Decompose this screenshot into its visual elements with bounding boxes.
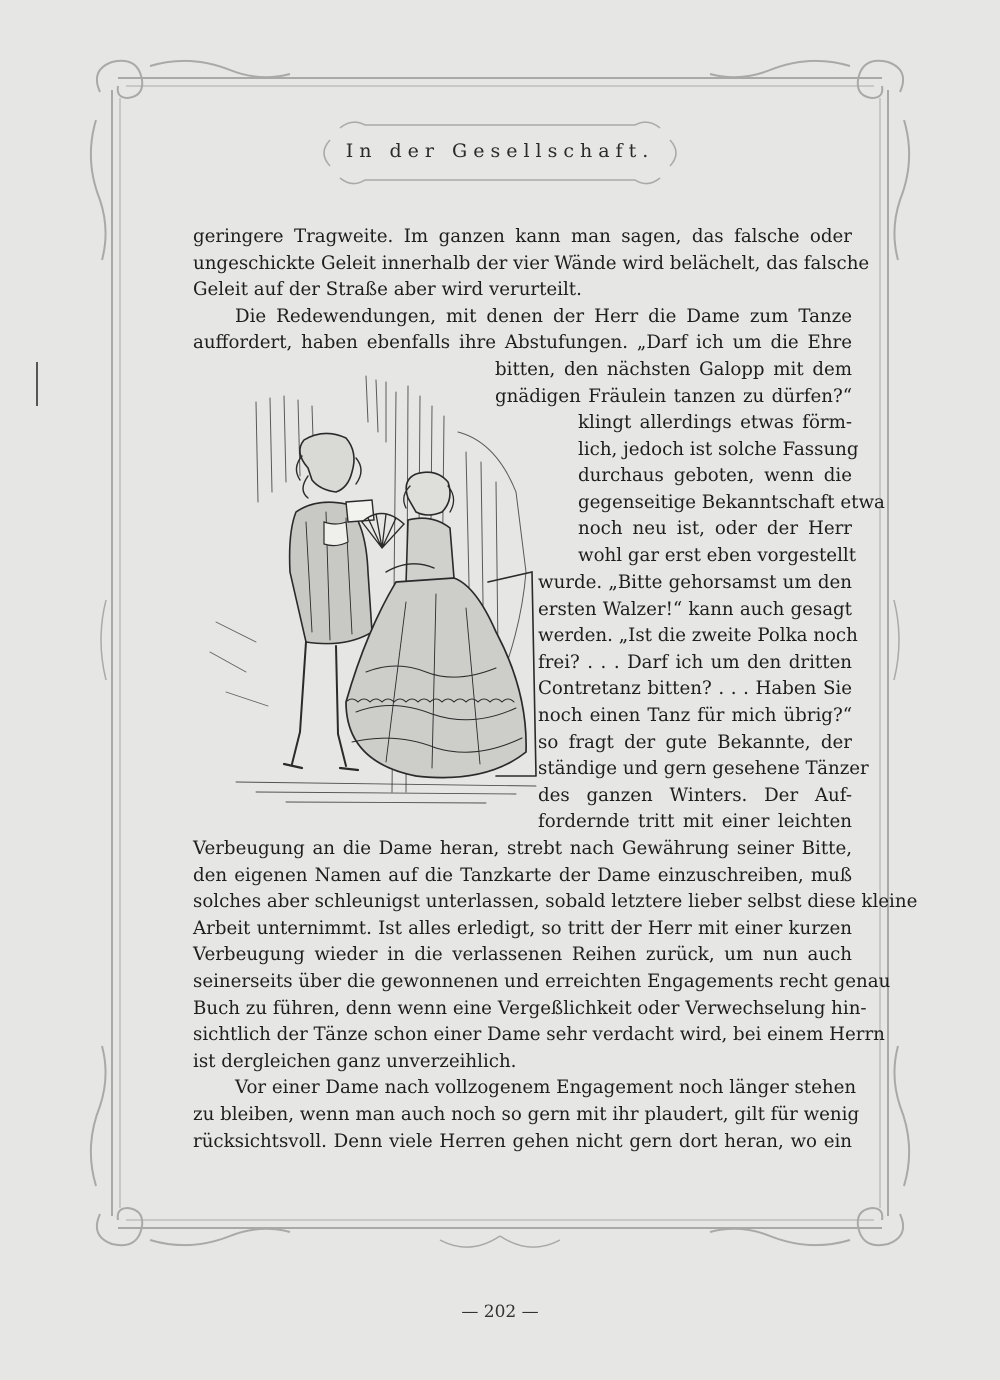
text-line: Die Redewendungen, mit denen der Herr die Dame zum Tanze: [235, 305, 852, 327]
text-line: seinerseits über die gewonnenen und erreichten Engagements recht genau: [193, 970, 891, 992]
text-line: bitten, den nächsten Galopp mit dem: [495, 359, 852, 380]
text-line: solches aber schleunigst unterlassen, sobald letztere lieber selbst diese kleine: [193, 891, 918, 913]
text-line: fordernde tritt mit einer leichten: [538, 811, 852, 833]
text-line: ungeschickte Geleit innerhalb der vier Wände wird belächelt, das falsche: [193, 252, 870, 274]
text-line: wurde. „Bitte gehorsamst um den: [538, 572, 852, 593]
engraving-couple-with-fan-icon: [196, 372, 546, 817]
text-line: Arbeit unternimmt. Ist alles erledigt, so tritt der Herr mit einer kurzen: [193, 917, 852, 939]
text-line: den eigenen Namen auf die Tanzkarte der Dame einzuschreiben, muß: [193, 864, 852, 886]
text-line: ist dergleichen ganz unverzeihlich.: [193, 1050, 517, 1072]
text-line: auffordert, haben ebenfalls ihre Abstufungen. „Darf ich um die Ehre: [193, 332, 852, 354]
text-block-beside-illustration-b: [578, 410, 885, 570]
text-line: ständige und gern gesehene Tänzer: [538, 758, 869, 780]
text-line: klingt allerdings etwas förm-: [578, 412, 852, 433]
text-line: ersten Walzer!“ kann auch gesagt: [538, 598, 852, 620]
running-head: In der Gesellschaft.: [345, 140, 655, 162]
text-line: Verbeugung wieder in die verlassenen Reihen zurück, um nun auch: [193, 944, 852, 966]
text-block-beside-illustration-c: [538, 570, 869, 836]
text-block-top: [193, 224, 870, 357]
text-line: Vor einer Dame nach vollzogenem Engagement noch länger stehen: [235, 1077, 857, 1099]
text-line: Contretanz bitten? . . . Haben Sie: [538, 678, 852, 700]
text-line: wohl gar erst eben vorgestellt: [578, 544, 857, 566]
text-line: noch neu ist, oder der Herr: [578, 518, 852, 540]
page-number: — 202 —: [461, 1302, 539, 1322]
text-line: lich, jedoch ist solche Fassung: [578, 438, 859, 460]
text-line: werden. „Ist die zweite Polka noch: [538, 625, 858, 647]
text-line: so fragt der gute Bekannte, der: [538, 731, 852, 753]
text-block-bottom: [193, 836, 918, 1155]
text-line: Buch zu führen, denn wenn eine Vergeßlichkeit oder Verwechselung hin-: [193, 997, 867, 1019]
text-line: frei? . . . Darf ich um den dritten: [538, 651, 852, 673]
text-line: gegenseitige Bekanntschaft etwa: [578, 491, 885, 513]
text-line: Geleit auf der Straße aber wird verurteilt.: [193, 279, 582, 301]
text-line: gnädigen Fräulein tanzen zu dürfen?“: [495, 385, 852, 407]
text-line: des ganzen Winters. Der Auf-: [538, 784, 852, 806]
margin-mark: [36, 362, 38, 406]
text-line: zu bleiben, wenn man auch noch so gern mit ihr plaudert, gilt für wenig: [193, 1103, 860, 1125]
text-line: sichtlich der Tänze schon einer Dame sehr verdacht wird, bei einem Herrn: [193, 1024, 885, 1046]
text-line: rücksichtsvoll. Denn viele Herren gehen nicht gern dort heran, wo ein: [193, 1130, 852, 1152]
text-line: noch einen Tanz für mich übrig?“: [538, 704, 852, 726]
text-block-beside-illustration-a: [495, 357, 852, 410]
text-line: durchaus geboten, wenn die: [578, 465, 852, 487]
text-line: Verbeugung an die Dame heran, strebt nach Gewährung seiner Bitte,: [193, 838, 852, 859]
text-line: geringere Tragweite. Im ganzen kann man sagen, das falsche oder: [193, 226, 852, 247]
